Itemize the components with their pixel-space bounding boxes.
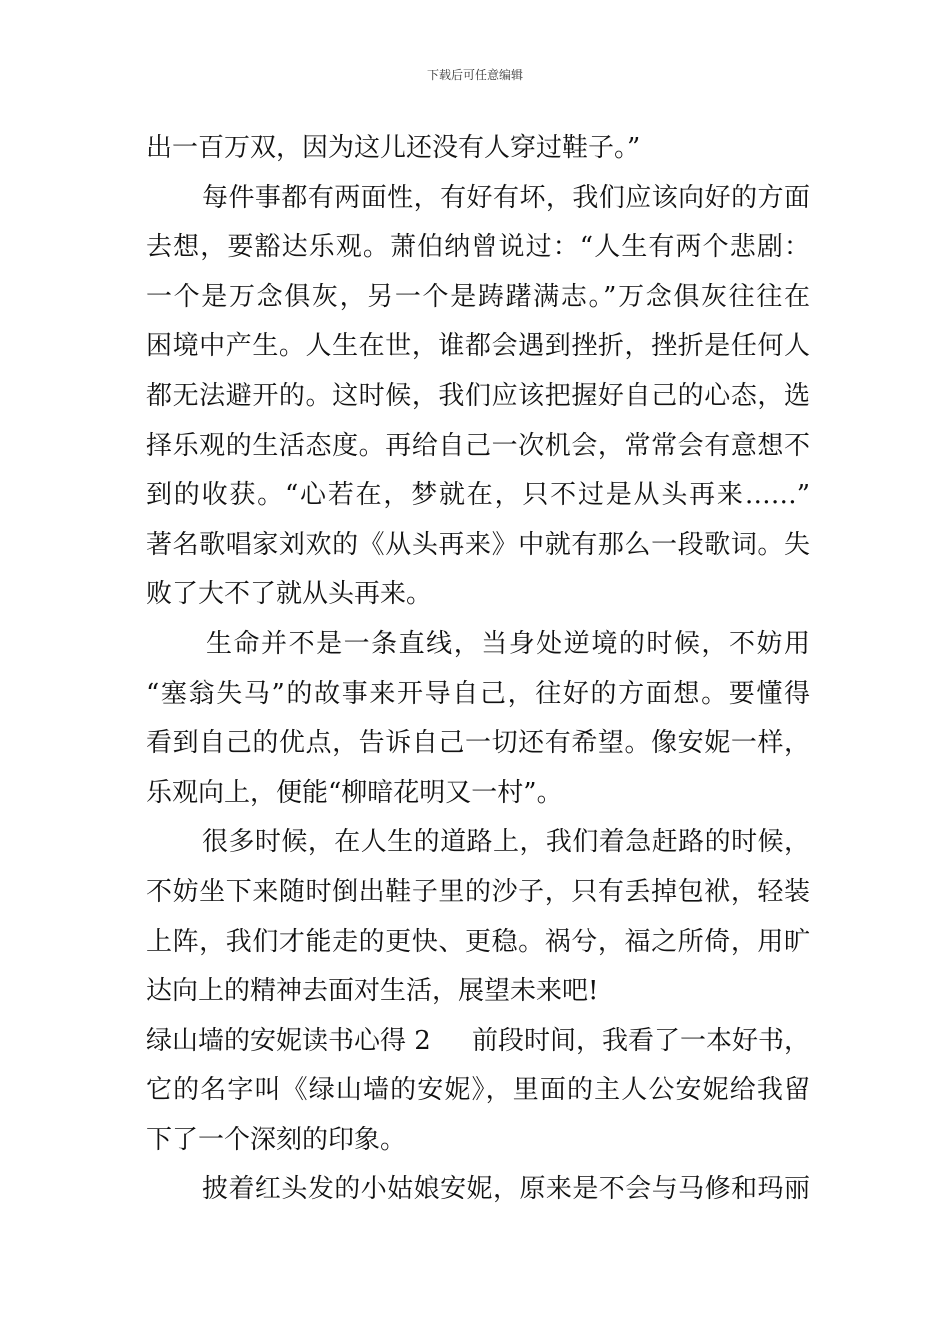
text-line: 披着红头发的小姑娘安妮，原来是不会与马修和玛丽 xyxy=(202,1174,810,1205)
text-line: 很多时候，在人生的道路上，我们着急赶路的时候， xyxy=(202,827,810,858)
text-line: “塞翁失马”的故事来开导自己，往好的方面想。要懂得 xyxy=(146,678,810,709)
text-line: 一个是万念俱灰，另一个是踌躇满志。”万念俱灰往往在 xyxy=(146,281,810,312)
text-line: 困境中产生。人生在世，谁都会遇到挫折，挫折是任何人 xyxy=(146,331,810,362)
section-title-line xyxy=(146,1017,810,1067)
document-body xyxy=(146,124,810,1215)
text-line: 它的名字叫《绿山墙的安妮》，里面的主人公安妮给我留 xyxy=(146,1075,810,1106)
text-line: 败了大不了就从头再来。 xyxy=(146,579,433,610)
text-line: 上阵，我们才能走的更快、更稳。祸兮，福之所倚，用旷 xyxy=(146,926,810,957)
text-line: 达向上的精神去面对生活，展望未来吧! xyxy=(146,976,599,1007)
text-line: 下了一个深刻的印象。 xyxy=(146,1124,407,1155)
text-line: 看到自己的优点，告诉自己一切还有希望。像安妮一样， xyxy=(146,728,810,759)
text-line: 去想，要豁达乐观。萧伯纳曾说过：“人生有两个悲剧： xyxy=(146,232,810,263)
text-line: 生命并不是一条直线，当身处逆境的时候，不妨用 xyxy=(206,628,810,659)
section-title: 绿山墙的安妮读书心得 2 xyxy=(146,1025,431,1056)
text-line: 择乐观的生活态度。再给自己一次机会，常常会有意想不 xyxy=(146,430,810,461)
text-line: 不妨坐下来随时倒出鞋子里的沙子，只有丢掉包袱，轻装 xyxy=(146,876,810,907)
text-line: 出一百万双，因为这儿还没有人穿过鞋子。” xyxy=(146,133,641,163)
text-line: 前段时间，我看了一本好书， xyxy=(471,1025,810,1056)
text-line: 都无法避开的。这时候，我们应该把握好自己的心态，选 xyxy=(146,380,810,411)
page-header-note: 下载后可任意编辑 xyxy=(426,68,523,82)
text-line: 到的收获。“心若在，梦就在，只不过是从头再来……” xyxy=(146,480,810,511)
text-line: 每件事都有两面性，有好有坏，我们应该向好的方面 xyxy=(202,182,810,213)
text-line: 著名歌唱家刘欢的《从头再来》中就有那么一段歌词。失 xyxy=(146,529,810,560)
text-line: 乐观向上，便能“柳暗花明又一村”。 xyxy=(146,777,563,808)
